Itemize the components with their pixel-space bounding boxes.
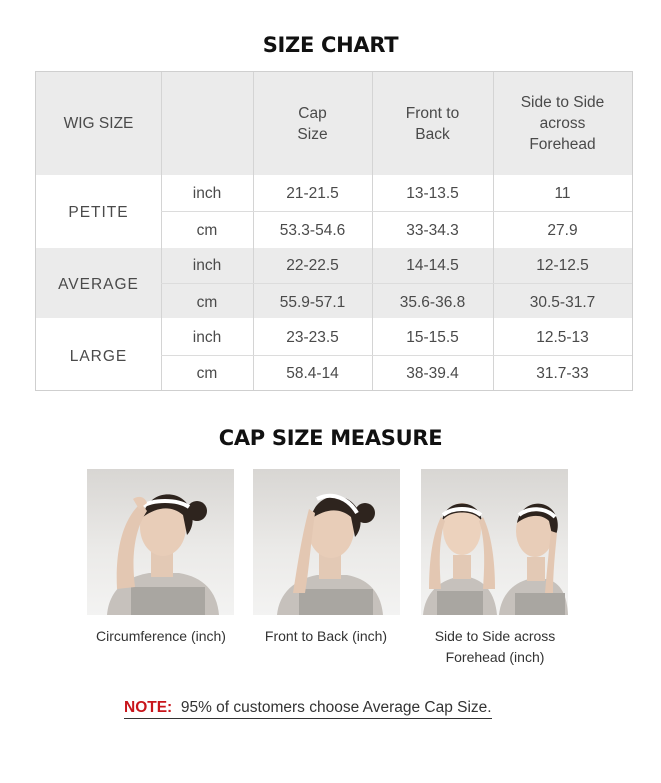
side-to-side-value: 30.5-31.7 [529, 293, 596, 311]
cap-size-value: 22-22.5 [286, 257, 339, 274]
cap-size-value: 55.9-57.1 [279, 293, 346, 311]
unit-cell: inch [192, 185, 222, 202]
unit-cell: cm [196, 364, 218, 382]
unit-cell: inch [192, 257, 222, 274]
cap-size-value: 21-21.5 [286, 185, 339, 202]
side-to-side-value: 12.5-13 [536, 329, 589, 346]
front-to-back-value: 15-15.5 [406, 329, 459, 346]
front-to-back-value: 14-14.5 [406, 257, 459, 274]
header-front-to-back: Front to Back [405, 104, 460, 143]
circumference-caption: Circumference (inch) [96, 628, 226, 644]
side-to-side-value: 31.7-33 [536, 364, 589, 382]
side-to-side-value: 11 [554, 185, 571, 202]
size-label-average: AVERAGE [58, 275, 139, 293]
note-label: NOTE: [124, 699, 173, 716]
cap-size-value: 23-23.5 [286, 329, 339, 346]
cap-size-value: 58.4-14 [286, 364, 339, 382]
header-wig-size: WIG SIZE [63, 115, 134, 132]
unit-cell: cm [196, 221, 218, 239]
header-cap-size: Cap Size [297, 104, 328, 143]
front-to-back-value: 38-39.4 [406, 364, 459, 382]
size-label-large: LARGE [69, 347, 128, 365]
size-chart-title: SIZE CHART [262, 33, 399, 57]
note-text: 95% of customers choose Average Cap Size. [180, 699, 492, 716]
front-to-back-caption: Front to Back (inch) [264, 628, 388, 644]
side-to-side-value: 12-12.5 [536, 257, 589, 274]
note [124, 699, 492, 719]
size-chart-table [35, 71, 633, 391]
unit-cell: inch [192, 329, 222, 346]
front-to-back-photo [253, 469, 400, 615]
cap-size-value: 53.3-54.6 [279, 221, 346, 239]
front-to-back-value: 33-34.3 [406, 221, 459, 239]
side-to-side-caption: Side to Side across Forehead (inch) [434, 628, 556, 665]
cap-size-measure-title: CAP SIZE MEASURE [218, 426, 443, 450]
unit-cell: cm [196, 293, 218, 311]
side-to-side-photo [421, 469, 568, 615]
front-to-back-value: 13-13.5 [406, 185, 459, 202]
front-to-back-value: 35.6-36.8 [399, 293, 466, 311]
size-label-petite: PETITE [68, 203, 129, 221]
header-side-to-side: Side to Side across Forehead [520, 94, 605, 153]
side-to-side-value: 27.9 [547, 221, 578, 239]
circumference-photo [87, 469, 234, 615]
